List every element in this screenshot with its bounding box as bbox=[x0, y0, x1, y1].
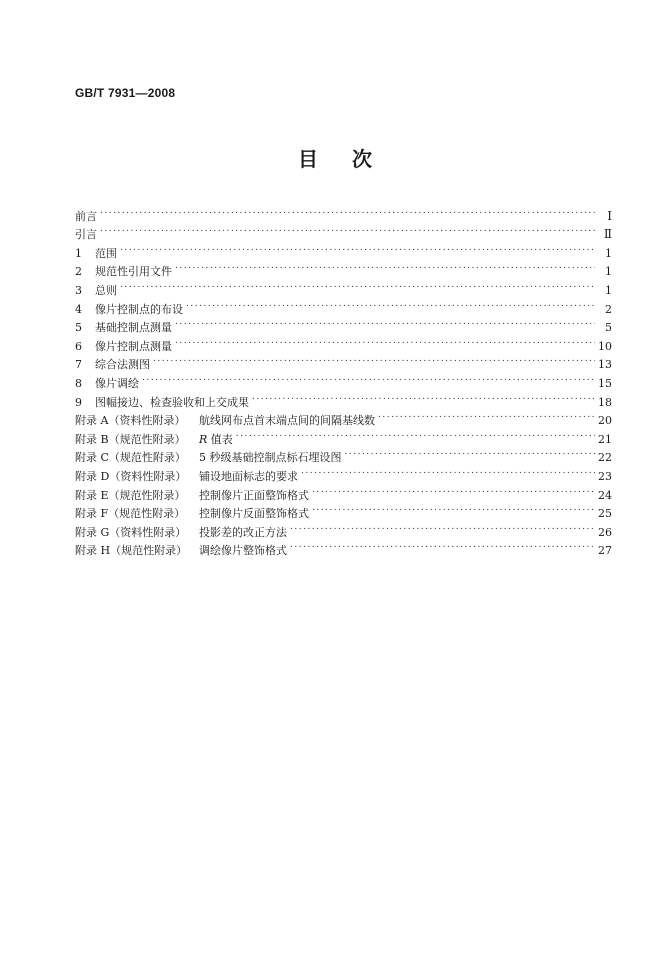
leader-dots bbox=[175, 313, 595, 332]
toc-number: 8 bbox=[75, 376, 82, 390]
leader-dots bbox=[153, 350, 595, 369]
toc-page: 13 bbox=[598, 358, 612, 372]
leader-dots bbox=[100, 201, 595, 220]
leader-dots bbox=[120, 238, 595, 257]
toc-label: 像片控制点的布设 bbox=[95, 302, 183, 316]
leader-dots bbox=[175, 331, 595, 350]
leader-dots bbox=[345, 443, 596, 462]
leader-dots bbox=[252, 387, 595, 406]
toc-page: 25 bbox=[598, 507, 612, 521]
toc-number: 3 bbox=[75, 283, 82, 297]
toc-number: 5 bbox=[75, 321, 82, 335]
toc-label: 值表 bbox=[207, 432, 233, 446]
toc-page: 2 bbox=[605, 302, 612, 316]
toc-page: 20 bbox=[598, 414, 612, 428]
leader-dots bbox=[100, 220, 595, 239]
toc-page: 1 bbox=[605, 246, 612, 260]
toc-label: 调绘像片整饰格式 bbox=[199, 544, 287, 558]
leader-dots bbox=[290, 517, 595, 536]
toc-entry-introduction[interactable] bbox=[75, 220, 612, 242]
toc-number: 6 bbox=[75, 339, 82, 353]
toc-label: 投影差的改正方法 bbox=[199, 525, 287, 539]
annex-prefix: 附录 H（规范性附录） bbox=[75, 544, 188, 558]
leader-dots bbox=[175, 257, 595, 276]
toc-page: 10 bbox=[598, 339, 612, 353]
page-title: 目次 bbox=[298, 147, 406, 171]
toc-page: 26 bbox=[598, 525, 612, 539]
toc-entry-2[interactable] bbox=[75, 257, 612, 279]
leader-dots bbox=[142, 368, 595, 387]
toc-page: 15 bbox=[598, 376, 612, 390]
toc-page: 27 bbox=[598, 544, 612, 558]
toc-label: 航线网布点首末端点间的间隔基线数 bbox=[199, 414, 375, 428]
annex-prefix: 附录 F（规范性附录） bbox=[75, 507, 186, 521]
toc-label: 前言 bbox=[75, 209, 97, 223]
toc-page: 1 bbox=[605, 283, 612, 297]
leader-dots bbox=[290, 536, 595, 555]
annex-prefix: 附录 B（规范性附录） bbox=[75, 432, 186, 446]
annex-prefix: 附录 E（规范性附录） bbox=[75, 488, 186, 502]
toc-page: Ⅱ bbox=[603, 227, 612, 242]
toc-label: 综合法测图 bbox=[95, 358, 150, 372]
toc-page: 5 bbox=[605, 321, 612, 335]
toc-entry-9[interactable] bbox=[75, 387, 612, 409]
toc-number: 4 bbox=[75, 302, 82, 316]
toc-label: 范围 bbox=[95, 246, 117, 260]
toc-page: 22 bbox=[598, 451, 612, 465]
toc-entry-7[interactable] bbox=[75, 350, 612, 372]
annex-prefix: 附录 G（资料性附录） bbox=[75, 525, 187, 539]
toc-label: 5 秒级基础控制点标石埋设图 bbox=[199, 451, 342, 465]
toc-label: 引言 bbox=[75, 228, 97, 242]
toc-entry-foreword[interactable] bbox=[75, 201, 612, 223]
toc-label-symbol: R bbox=[199, 432, 208, 446]
toc-entry-8[interactable] bbox=[75, 368, 612, 390]
toc-label: 基础控制点测量 bbox=[95, 321, 172, 335]
leader-dots bbox=[186, 294, 595, 313]
leader-dots bbox=[312, 480, 595, 499]
toc-label: 图幅接边、检查验收和上交成果 bbox=[95, 395, 249, 409]
leader-dots bbox=[378, 406, 595, 425]
annex-prefix: 附录 A（资料性附录） bbox=[75, 414, 186, 428]
toc-page: 23 bbox=[598, 469, 612, 483]
toc-label: 总则 bbox=[95, 283, 117, 297]
toc-page: Ⅰ bbox=[607, 208, 612, 223]
toc-entry-4[interactable] bbox=[75, 294, 612, 316]
table-of-contents bbox=[75, 201, 612, 558]
annex-prefix: 附录 C（规范性附录） bbox=[75, 451, 186, 465]
toc-label: 规范性引用文件 bbox=[95, 265, 172, 279]
toc-label: 控制像片正面整饰格式 bbox=[199, 488, 309, 502]
leader-dots bbox=[120, 275, 595, 294]
toc-page: 24 bbox=[598, 488, 612, 502]
toc-number: 2 bbox=[75, 265, 82, 279]
toc-label: 像片调绘 bbox=[95, 376, 139, 390]
toc-label: 像片控制点测量 bbox=[95, 339, 172, 353]
toc-label: 控制像片反面整饰格式 bbox=[199, 507, 309, 521]
toc-number: 9 bbox=[75, 395, 82, 409]
toc-label: 铺设地面标志的要求 bbox=[199, 469, 298, 483]
toc-page: 18 bbox=[598, 395, 612, 409]
toc-number: 1 bbox=[75, 246, 82, 260]
leader-dots bbox=[312, 499, 595, 518]
toc-page: 21 bbox=[598, 432, 612, 446]
leader-dots bbox=[236, 424, 595, 443]
standard-code: GB/T 7931—2008 bbox=[75, 86, 176, 100]
annex-prefix: 附录 D（资料性附录） bbox=[75, 469, 187, 483]
toc-entry-1[interactable] bbox=[75, 238, 612, 260]
toc-number: 7 bbox=[75, 358, 82, 372]
toc-page: 1 bbox=[605, 265, 612, 279]
leader-dots bbox=[301, 461, 595, 480]
toc-entry-3[interactable] bbox=[75, 275, 612, 297]
